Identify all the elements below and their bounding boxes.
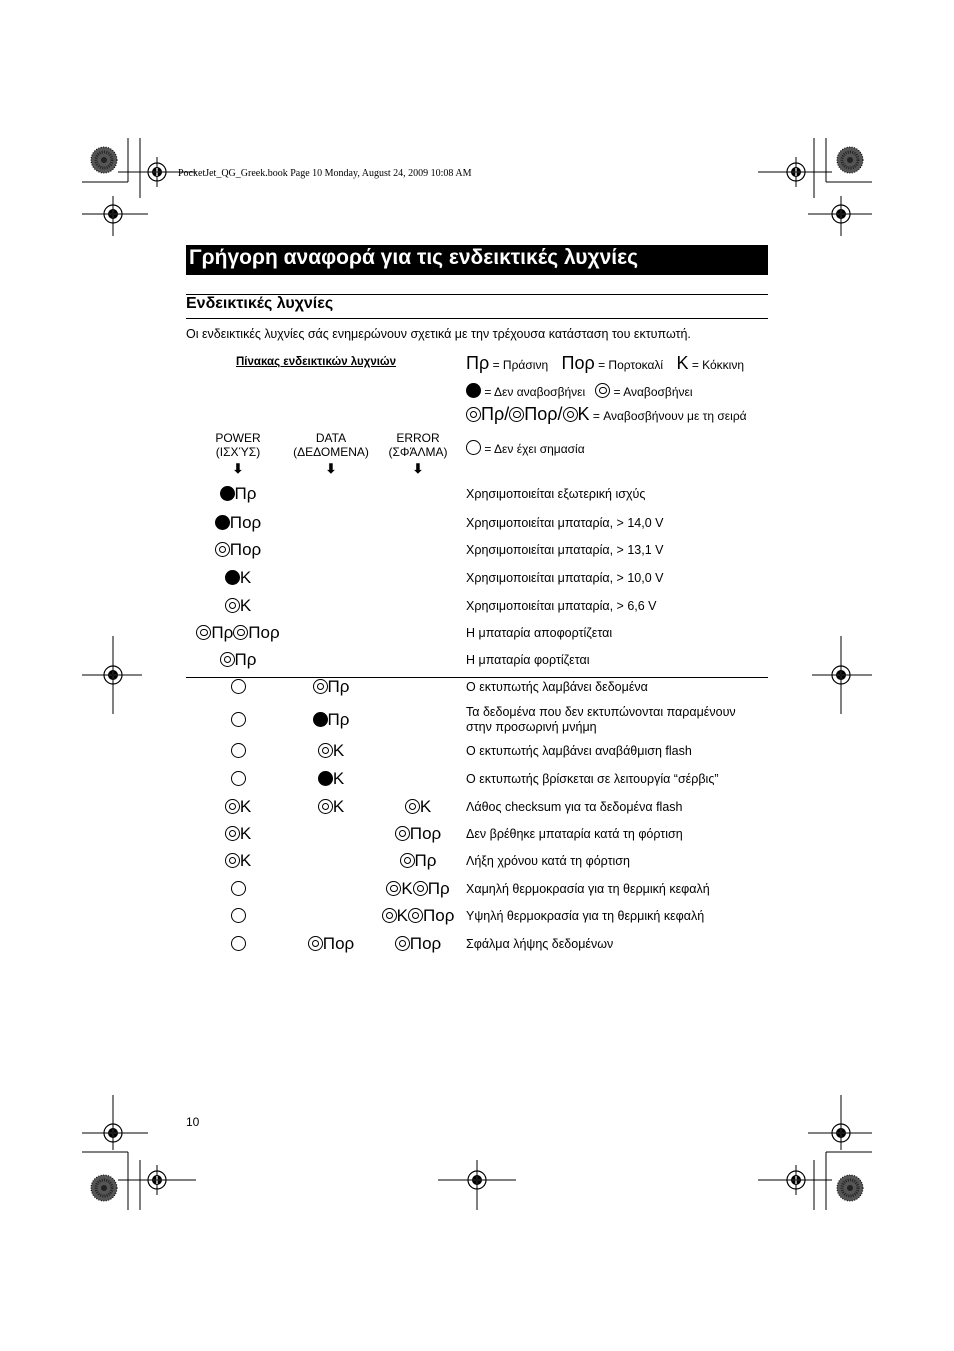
blinking-light-icon bbox=[395, 826, 410, 841]
led-color-label: Πορ bbox=[229, 513, 262, 532]
column-header-data bbox=[281, 431, 381, 459]
led-color-label: Πρ bbox=[414, 851, 437, 870]
led-color-label: Πορ bbox=[229, 540, 262, 559]
led-color-label: K bbox=[401, 879, 413, 898]
led-color-label: K bbox=[332, 741, 345, 760]
legend-none bbox=[466, 440, 585, 456]
column-header-error bbox=[368, 431, 468, 459]
solid-light-icon bbox=[220, 486, 235, 501]
empty-circle-icon bbox=[231, 712, 246, 727]
empty-circle-icon bbox=[231, 771, 246, 786]
legend-states bbox=[466, 383, 693, 399]
legend-seq-red: K bbox=[577, 404, 590, 424]
status-description-line: Ο εκτυπωτής λαμβάνει δεδομένα bbox=[466, 680, 648, 694]
indicator-cell-error bbox=[358, 851, 478, 871]
legend-blink-label: = Αναβοσβήνει bbox=[613, 385, 693, 399]
status-description bbox=[466, 772, 719, 786]
down-arrow-icon: ⬇ bbox=[412, 461, 424, 476]
indicator-cell-power bbox=[178, 879, 298, 899]
blinking-light-icon bbox=[233, 625, 248, 640]
status-description-line: Σφάλμα λήψης δεδομένων bbox=[466, 937, 614, 951]
blinking-light-icon bbox=[318, 743, 333, 758]
status-description bbox=[466, 854, 630, 868]
indicator-cell-data bbox=[271, 677, 391, 697]
blinking-light-icon bbox=[405, 799, 420, 814]
status-description-line: Υψηλή θερμοκρασία για τη θερμική κεφαλή bbox=[466, 909, 705, 923]
blinking-light-icon bbox=[313, 679, 328, 694]
blinking-light-icon bbox=[595, 383, 610, 398]
blinking-light-icon bbox=[386, 881, 401, 896]
indicator-cell-power bbox=[178, 824, 298, 844]
empty-circle-icon bbox=[231, 908, 246, 923]
led-color-label: Πρ bbox=[234, 484, 257, 503]
indicator-cell-error bbox=[358, 879, 478, 899]
indicator-cell-data bbox=[271, 710, 391, 730]
blinking-light-icon bbox=[466, 407, 481, 422]
empty-circle-icon bbox=[231, 936, 246, 951]
section-title: Ενδεικτικές λυχνίες bbox=[186, 295, 334, 312]
section-rule-bottom bbox=[186, 318, 768, 319]
blinking-light-icon bbox=[382, 908, 397, 923]
blinking-light-icon bbox=[196, 625, 211, 640]
indicator-cell-error bbox=[358, 797, 478, 817]
indicator-cell-power bbox=[178, 513, 298, 533]
blinking-light-icon bbox=[225, 598, 240, 613]
down-arrow-icon: ⬇ bbox=[325, 461, 337, 476]
status-description-line: Λήξη χρόνου κατά τη φόρτιση bbox=[466, 854, 630, 868]
status-description-line: Η μπαταρία αποφορτίζεται bbox=[466, 626, 613, 640]
led-color-label: K bbox=[332, 797, 345, 816]
solid-light-icon bbox=[215, 515, 230, 530]
led-color-label: K bbox=[332, 769, 345, 788]
indicator-cell-power bbox=[178, 851, 298, 871]
led-color-label: K bbox=[239, 568, 252, 587]
led-color-label: Πορ bbox=[322, 934, 355, 953]
legend-orange-label: = Πορτοκαλί bbox=[598, 358, 664, 372]
indicator-cell-power bbox=[178, 484, 298, 504]
led-color-label: Πρ bbox=[427, 879, 450, 898]
status-description-line: Χαμηλή θερμοκρασία για τη θερμική κεφαλή bbox=[466, 882, 710, 896]
column-header-line1: ERROR bbox=[396, 431, 440, 445]
status-description bbox=[466, 516, 663, 530]
blinking-light-icon bbox=[509, 407, 524, 422]
blinking-light-icon bbox=[563, 407, 578, 422]
status-description-line: Ο εκτυπωτής βρίσκεται σε λειτουργία “σέρβις” bbox=[466, 772, 719, 786]
column-header-line2: (ΣΦΆΛΜΑ) bbox=[388, 445, 448, 459]
led-color-label: K bbox=[419, 797, 432, 816]
led-color-label: Πρ bbox=[327, 710, 350, 729]
column-header-line2: (ΙΣΧΎΣ) bbox=[215, 445, 261, 459]
indicator-cell-power bbox=[178, 906, 298, 926]
led-color-label: Πορ bbox=[248, 623, 280, 642]
legend-solid-label: = Δεν αναβοσβήνει bbox=[484, 385, 586, 399]
legend-red-label: = Κόκκινη bbox=[691, 358, 745, 372]
blinking-light-icon bbox=[395, 936, 410, 951]
status-description bbox=[466, 800, 682, 814]
legend-seq-green: Πρ/ bbox=[481, 404, 510, 424]
blinking-light-icon bbox=[413, 881, 428, 896]
indicator-cell-error bbox=[358, 934, 478, 954]
empty-circle-icon bbox=[466, 440, 481, 455]
legend-seq-orange: Πορ/ bbox=[524, 404, 563, 424]
intro-text: Οι ενδεικτικές λυχνίες σάς ενημερώνουν σχετικά με την τρέχουσα κατάσταση του εκτυπωτή. bbox=[186, 327, 691, 341]
status-description bbox=[466, 599, 657, 613]
column-header-line1: POWER bbox=[215, 431, 261, 445]
legend-orange-abbr: Πορ bbox=[561, 353, 595, 373]
status-description-line: στην προσωρινή μνήμη bbox=[466, 720, 597, 734]
led-color-label: K bbox=[396, 906, 408, 925]
indicator-cell-power bbox=[178, 596, 298, 616]
blinking-light-icon bbox=[225, 826, 240, 841]
led-color-label: Πορ bbox=[409, 824, 442, 843]
status-description-line: Χρησιμοποιείται μπαταρία, > 14,0 V bbox=[466, 516, 664, 530]
solid-light-icon bbox=[318, 771, 333, 786]
legend-sequence bbox=[466, 404, 747, 425]
blinking-light-icon bbox=[308, 936, 323, 951]
led-color-label: Πορ bbox=[422, 906, 455, 925]
indicator-cell-power bbox=[178, 568, 298, 588]
indicator-cell-power bbox=[178, 540, 298, 560]
led-color-label: K bbox=[239, 596, 252, 615]
status-description bbox=[466, 882, 710, 896]
blinking-light-icon bbox=[400, 853, 415, 868]
blinking-light-icon bbox=[225, 799, 240, 814]
legend-seq-label: = Αναβοσβήνουν με τη σειρά bbox=[592, 409, 747, 423]
status-description bbox=[466, 571, 663, 585]
status-description bbox=[466, 744, 692, 758]
legend-colors bbox=[466, 353, 744, 374]
status-description-line: Λάθος checksum για τα δεδομένα flash bbox=[466, 800, 683, 814]
page-number: 10 bbox=[186, 1115, 200, 1129]
indicator-cell-power bbox=[178, 623, 298, 643]
empty-circle-icon bbox=[231, 881, 246, 896]
empty-circle-icon bbox=[231, 743, 246, 758]
status-description-line: Δεν βρέθηκε μπαταρία κατά τη φόρτιση bbox=[466, 827, 683, 841]
column-header-power bbox=[188, 431, 288, 459]
legend-red-abbr: K bbox=[676, 353, 689, 373]
status-description-line: Χρησιμοποιείται μπαταρία, > 6,6 V bbox=[466, 599, 657, 613]
status-description bbox=[466, 937, 613, 951]
led-color-label: Πρ bbox=[234, 650, 257, 669]
status-description-line: Χρησιμοποιείται εξωτερική ισχύς bbox=[466, 487, 646, 501]
indicator-cell-error bbox=[358, 824, 478, 844]
status-description bbox=[466, 543, 663, 557]
indicator-cell-error bbox=[358, 906, 478, 926]
column-header-line2: (ΔΕΔΟΜΕΝΑ) bbox=[293, 445, 369, 459]
table-caption: Πίνακας ενδεικτικών λυχνιών bbox=[236, 356, 397, 368]
blinking-light-icon bbox=[215, 542, 230, 557]
legend-green-label: = Πράσινη bbox=[492, 358, 549, 372]
section-rule-top bbox=[186, 294, 768, 295]
led-color-label: K bbox=[239, 851, 252, 870]
solid-light-icon bbox=[313, 712, 328, 727]
legend-none-label: = Δεν έχει σημασία bbox=[484, 442, 585, 456]
status-description-line: Ο εκτυπωτής λαμβάνει αναβάθμιση flash bbox=[466, 744, 692, 758]
legend-green-abbr: Πρ bbox=[466, 353, 490, 373]
status-description bbox=[466, 626, 612, 640]
status-description bbox=[466, 827, 683, 841]
status-description bbox=[466, 487, 645, 501]
led-color-label: Πρ bbox=[211, 623, 234, 642]
status-description bbox=[466, 909, 704, 923]
led-color-label: K bbox=[239, 824, 252, 843]
blinking-light-icon bbox=[220, 652, 235, 667]
page-title-bar bbox=[186, 245, 768, 275]
status-description bbox=[466, 680, 648, 694]
status-description-line: Η μπαταρία φορτίζεται bbox=[466, 653, 590, 667]
led-color-label: Πρ bbox=[327, 677, 350, 696]
indicator-cell-data bbox=[271, 741, 391, 761]
solid-light-icon bbox=[466, 383, 481, 398]
blinking-light-icon bbox=[225, 853, 240, 868]
status-description bbox=[466, 705, 736, 734]
indicator-cell-data bbox=[271, 769, 391, 789]
status-description-line: Τα δεδομένα που δεν εκτυπώνονται παραμένουν bbox=[466, 705, 736, 719]
page-title: Γρήγορη αναφορά για τις ενδεικτικές λυχνίες bbox=[189, 246, 639, 269]
empty-circle-icon bbox=[231, 679, 246, 694]
blinking-light-icon bbox=[318, 799, 333, 814]
led-color-label: Πορ bbox=[409, 934, 442, 953]
status-description-line: Χρησιμοποιείται μπαταρία, > 10,0 V bbox=[466, 571, 664, 585]
blinking-light-icon bbox=[408, 908, 423, 923]
down-arrow-icon: ⬇ bbox=[232, 461, 244, 476]
column-header-line1: DATA bbox=[315, 431, 347, 445]
led-color-label: K bbox=[239, 797, 252, 816]
status-description bbox=[466, 653, 590, 667]
solid-light-icon bbox=[225, 570, 240, 585]
book-header-line: PocketJet_QG_Greek.book Page 10 Monday, August 24, 2009 10:08 AM bbox=[178, 168, 472, 179]
status-description-line: Χρησιμοποιείται μπαταρία, > 13,1 V bbox=[466, 543, 664, 557]
indicator-cell-power bbox=[178, 650, 298, 670]
